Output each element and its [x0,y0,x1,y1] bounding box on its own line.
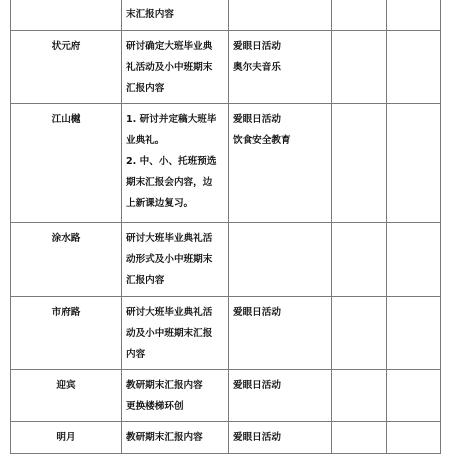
schedule-table-body [11,0,441,454]
campus-name-cell [11,223,122,297]
activity-cell [229,370,332,422]
campus-name: 市府路 [51,307,81,318]
empty-cell [332,370,387,422]
empty-cell [387,31,441,104]
research-line: 更换楼梯环创 [126,401,184,412]
research-line: 汇报内容 [126,275,165,286]
activity-line: 爱眼日活动 [233,41,281,52]
campus-name-cell [11,0,122,31]
research-line: 研讨大班毕业典礼活 [126,233,213,244]
table-row [11,0,441,31]
research-line: 教研期末汇报内容 [126,380,203,391]
research-line: 礼活动及小中班期末 [126,62,213,73]
empty-cell [332,0,387,31]
campus-name: 江山樾 [51,114,81,125]
campus-name-cell [11,104,122,223]
activity-line: 饮食安全教育 [233,135,291,146]
research-cell [122,370,229,422]
empty-cell [387,422,441,454]
empty-cell [387,0,441,31]
activity-cell [229,223,332,297]
empty-cell [332,422,387,454]
activity-line: 爱眼日活动 [233,432,281,443]
campus-name: 状元府 [51,41,81,52]
research-line: 汇报内容 [126,83,165,94]
activity-cell [229,104,332,223]
activity-line: 爱眼日活动 [233,307,281,318]
activity-cell [229,0,332,31]
research-line: 1. 研讨并定稿大班毕 [126,114,217,125]
activity-cell [229,297,332,370]
research-line: 内容 [126,349,146,360]
research-line: 动形式及小中班期末 [126,254,213,265]
campus-name-cell [11,297,122,370]
table-row [11,104,441,223]
activity-cell [229,422,332,454]
table-row [11,422,441,454]
research-cell [122,422,229,454]
research-cell [122,31,229,104]
empty-cell [332,104,387,223]
empty-cell [387,297,441,370]
table-row [11,31,441,104]
activity-cell [229,31,332,104]
research-line: 研讨确定大班毕业典 [126,41,213,52]
research-line: 期末汇报会内容，边 [126,177,213,188]
campus-name-cell [11,31,122,104]
empty-cell [332,31,387,104]
research-cell [122,297,229,370]
empty-cell [387,223,441,297]
research-line: 末汇报内容 [126,9,174,20]
activity-line: 爱眼日活动 [233,380,281,391]
campus-name-cell [11,370,122,422]
activity-line: 爱眼日活动 [233,114,281,125]
campus-name-cell [11,422,122,454]
table-row [11,297,441,370]
table-row [11,223,441,297]
campus-name: 迎宾 [56,380,76,391]
empty-cell [387,104,441,223]
activity-line: 奥尔夫音乐 [233,62,281,73]
research-line: 动及小中班期末汇报 [126,328,213,339]
research-line: 2. 中、小、托班预选 [126,156,217,167]
research-line: 业典礼。 [126,135,165,146]
schedule-table [10,0,441,454]
empty-cell [332,223,387,297]
research-line: 教研期末汇报内容 [126,432,203,443]
campus-name: 明月 [56,432,76,443]
research-line: 研讨大班毕业典礼活 [126,307,213,318]
research-line: 上新课边复习。 [126,198,194,209]
research-cell [122,104,229,223]
empty-cell [332,297,387,370]
table-row [11,370,441,422]
empty-cell [387,370,441,422]
campus-name: 涂水路 [51,233,81,244]
research-cell [122,0,229,31]
research-cell [122,223,229,297]
